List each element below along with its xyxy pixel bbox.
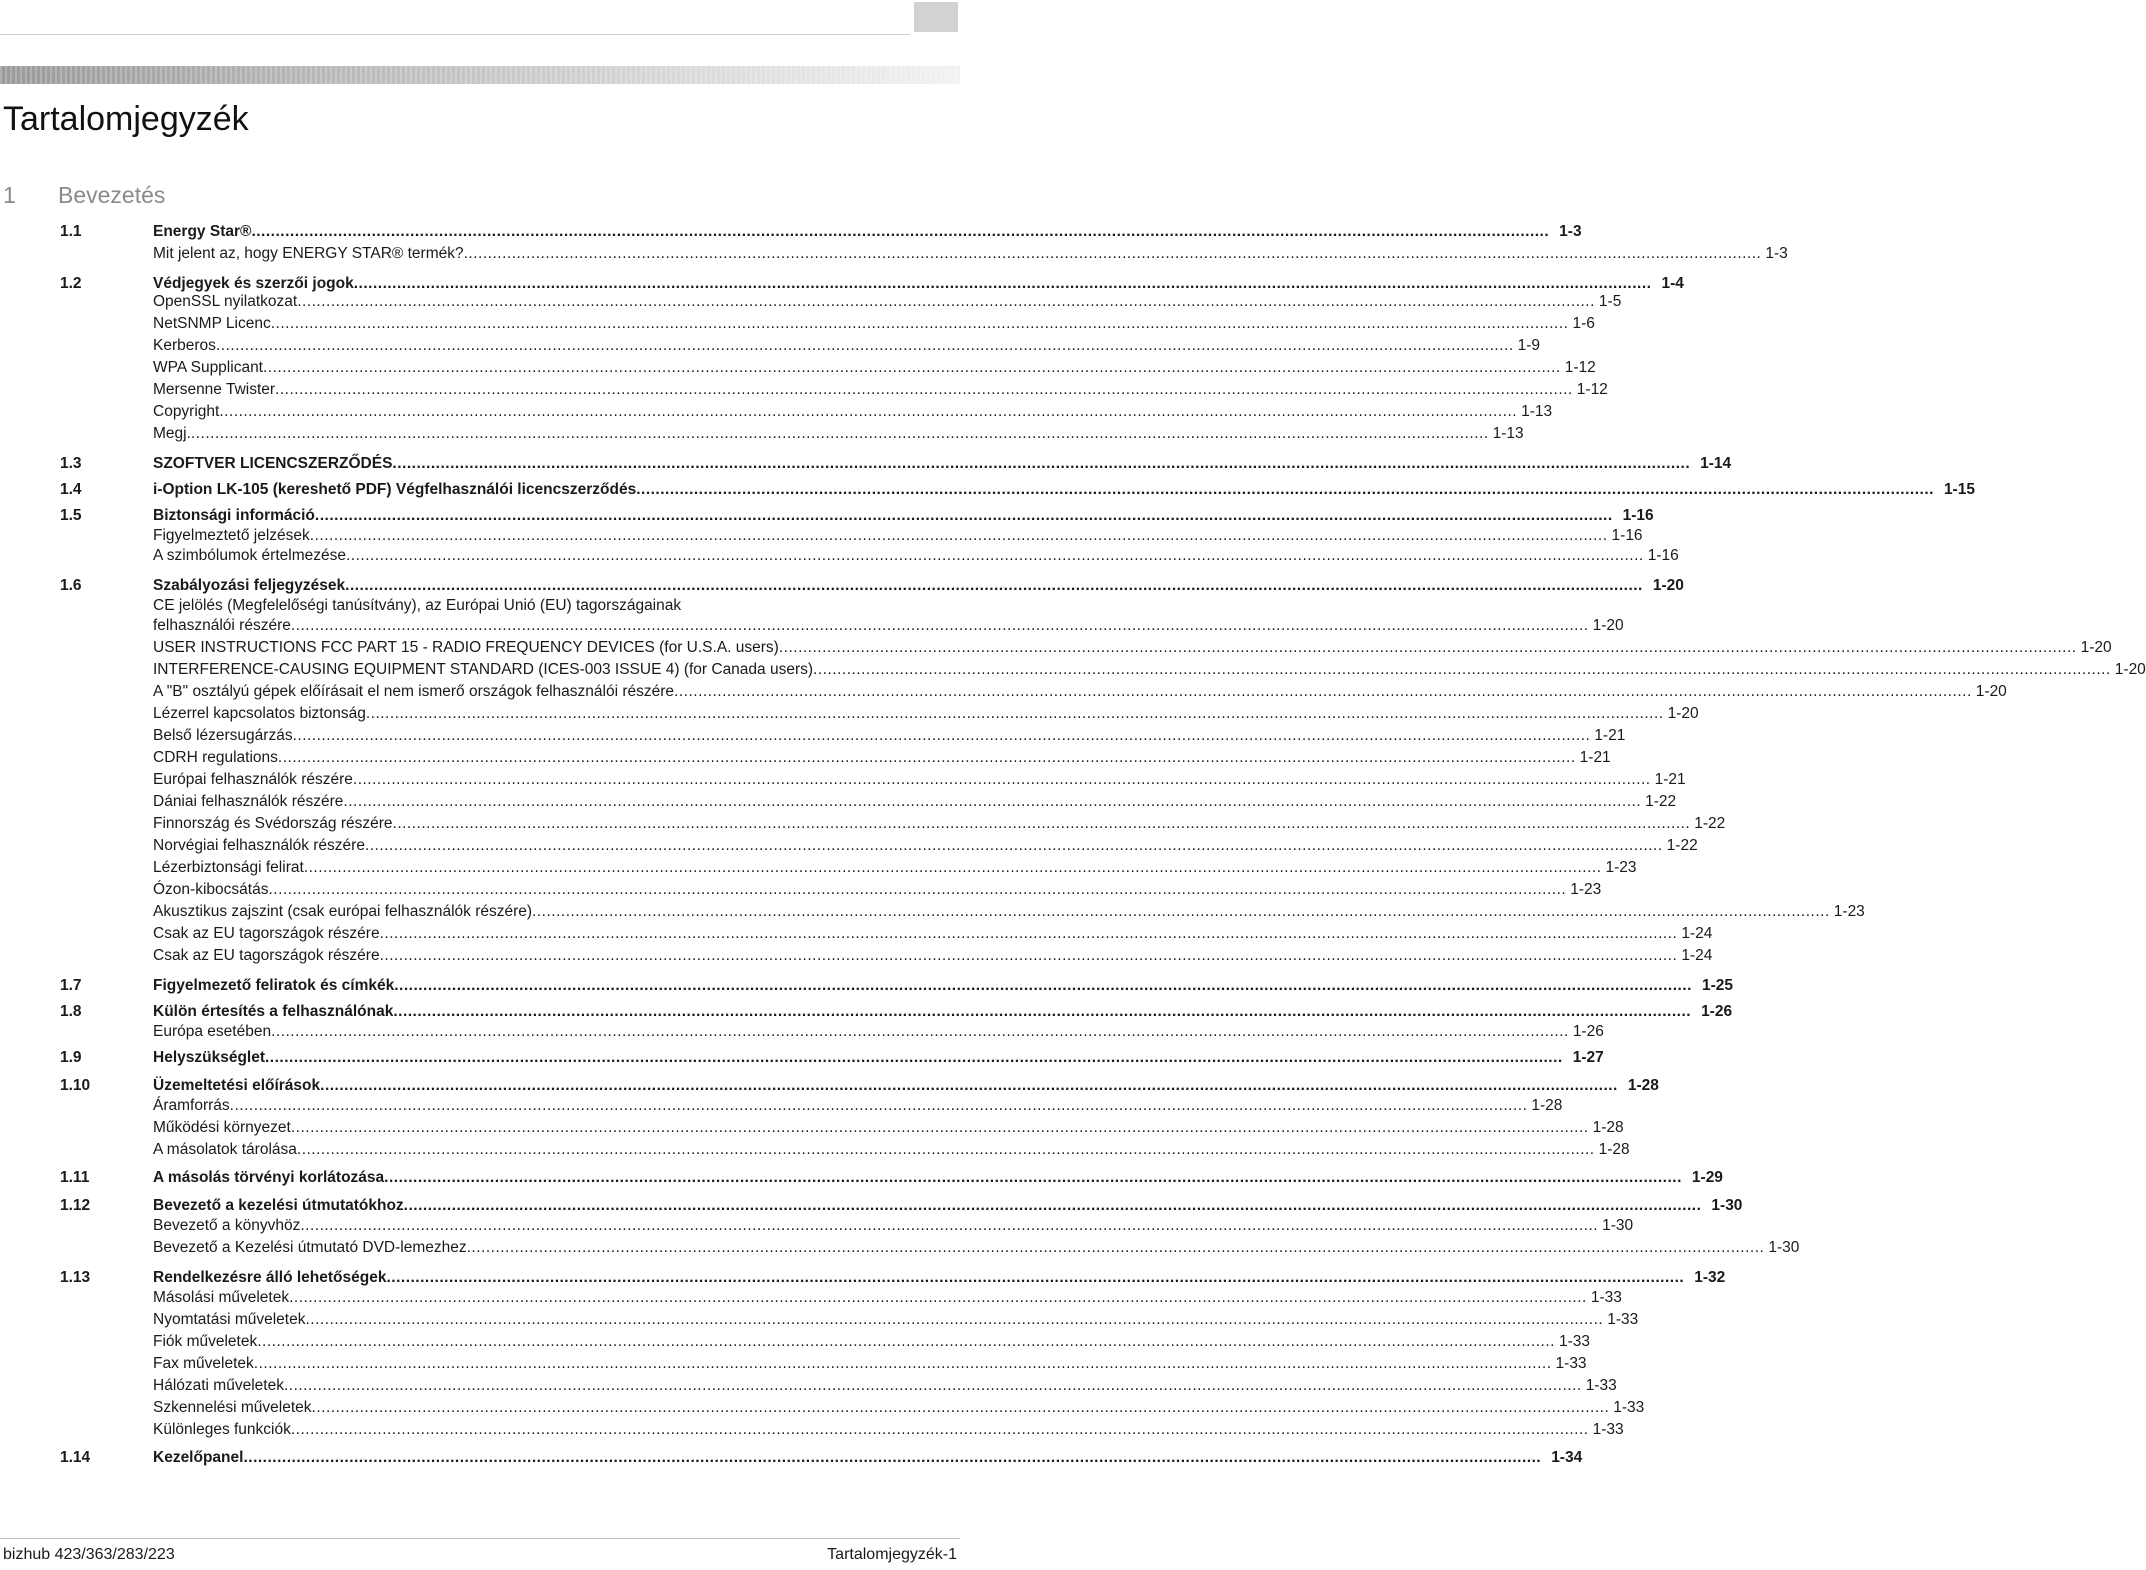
dot-leader	[394, 976, 1692, 996]
dot-leader	[305, 1310, 1603, 1330]
dot-leader	[265, 1048, 1563, 1068]
dot-leader	[254, 1354, 1552, 1374]
toc-entry[interactable]	[60, 1288, 1622, 1308]
dot-leader	[257, 1332, 1555, 1352]
toc-entry-page: 1-16	[1622, 507, 1654, 524]
dot-leader	[297, 292, 1595, 312]
footer-page-number: Tartalomjegyzék-1	[827, 1546, 957, 1563]
toc-entry-page: 1-24	[1681, 947, 1713, 964]
dot-leader	[346, 546, 1644, 566]
toc-entry[interactable]	[60, 480, 1975, 500]
toc-entry-number: 1.6	[60, 577, 82, 594]
toc-entry-title: Nyomtatási műveletek	[153, 1311, 306, 1328]
dot-leader	[275, 380, 1573, 400]
toc-entry[interactable]	[60, 576, 1684, 596]
toc-entry[interactable]	[60, 526, 1643, 546]
toc-entry[interactable]	[60, 454, 1732, 474]
toc-entry-number: 1.12	[60, 1197, 91, 1214]
dot-leader	[251, 222, 1549, 242]
toc-entry-title: Bevezető a Kezelési útmutató DVD-lemezhez	[153, 1239, 467, 1256]
toc-entry[interactable]	[60, 244, 1788, 264]
toc-entry-number: 1.9	[60, 1049, 82, 1066]
toc-entry-page: 1-26	[1701, 1003, 1733, 1020]
dot-leader	[268, 880, 1566, 900]
toc-entry-page: 1-15	[1943, 481, 1975, 498]
dot-leader	[291, 616, 1589, 636]
toc-entry-title: Rendelkezésre álló lehetőségek	[153, 1269, 387, 1286]
toc-entry-title: CE jelölés (Megfelelőségi tanúsítvány), az Európai Unió (EU) tagországainak	[153, 597, 682, 614]
toc-entry[interactable]	[60, 358, 1596, 378]
toc-entry-page: 1-16	[1647, 547, 1679, 564]
toc-entry-page: 1-23	[1570, 881, 1602, 898]
dot-leader	[532, 902, 1830, 922]
toc-entry-number: 1.7	[60, 977, 82, 994]
toc-entry-page: 1-14	[1700, 455, 1732, 472]
toc-entry-number: 1.3	[60, 455, 82, 472]
toc-entry-title: INTERFERENCE-CAUSING EQUIPMENT STANDARD (ICES-003 ISSUE 4) (for Canada users)	[153, 661, 814, 678]
chapter-title: Bevezetés	[58, 182, 166, 208]
toc-entry-title: A másolatok tárolása	[153, 1141, 297, 1158]
toc-entry-page: 1-5	[1598, 293, 1622, 310]
toc-entry-title: Szkennelési műveletek	[153, 1399, 312, 1416]
toc-entry-title: A szimbólumok értelmezése	[153, 547, 346, 564]
dot-leader	[393, 1002, 1691, 1022]
footer-product: bizhub 423/363/283/223	[3, 1546, 175, 1563]
toc-entry-title: Kerberos	[153, 337, 216, 354]
dot-leader	[779, 638, 2077, 658]
toc-entry-page: 1-12	[1576, 381, 1608, 398]
toc-entry[interactable]	[60, 1398, 1645, 1418]
toc-entry-title: Energy Star®	[153, 223, 252, 240]
dot-leader	[380, 946, 1678, 966]
dot-leader	[366, 704, 1664, 724]
toc-entry[interactable]	[60, 814, 1726, 834]
dot-leader	[312, 1398, 1610, 1418]
toc-entry-title: Lézerbiztonsági felirat	[153, 859, 304, 876]
toc-entry-title: Figyelmezető feliratok és címkék	[153, 977, 395, 994]
toc-entry-page: 1-34	[1551, 1449, 1583, 1466]
toc-entry-title: A "B" osztályú gépek előírásait el nem ismerő országok felhasználói részére	[153, 683, 675, 700]
toc-entry-title: Akusztikus zajszint (csak európai felhasználók részére)	[153, 903, 533, 920]
toc-entry-page: 1-30	[1711, 1197, 1743, 1214]
toc-entry[interactable]	[60, 1076, 1659, 1096]
toc-entry-page: 1-32	[1694, 1269, 1726, 1286]
toc-entry-title: NetSNMP Licenc	[153, 315, 271, 332]
toc-entry-page: 1-24	[1681, 925, 1713, 942]
dot-leader	[813, 660, 2111, 680]
dot-leader	[365, 836, 1663, 856]
toc-entry-title: Helyszükséglet	[153, 1049, 265, 1066]
toc-entry-title: Különleges funkciók	[153, 1421, 291, 1438]
dot-leader	[304, 858, 1602, 878]
toc-entry-page: 1-20	[2080, 639, 2112, 656]
toc-entry-title: Kezelőpanel	[153, 1449, 244, 1466]
toc-entry[interactable]	[60, 1354, 1587, 1374]
toc-entry[interactable]	[60, 222, 1582, 242]
toc-entry-page: 1-22	[1645, 793, 1677, 810]
dot-leader	[343, 792, 1641, 812]
toc-entry[interactable]	[60, 424, 1524, 444]
toc-entry-title: Védjegyek és szerzői jogok	[153, 275, 354, 292]
toc-entry[interactable]	[60, 546, 1679, 566]
dot-leader	[320, 1076, 1618, 1096]
toc-entry-page: 1-33	[1558, 1333, 1590, 1350]
dot-leader	[393, 814, 1691, 834]
toc-entry-title: felhasználói részére	[153, 617, 291, 634]
toc-entry[interactable]	[60, 1420, 1624, 1440]
toc-entry[interactable]	[60, 1022, 1604, 1042]
toc-entry-page: 1-21	[1579, 749, 1611, 766]
toc-entry[interactable]	[60, 836, 1698, 856]
toc-entry-title: Csak az EU tagországok részére	[153, 925, 380, 942]
toc-entry[interactable]	[60, 946, 1713, 966]
toc-entry-page: 1-28	[1531, 1097, 1563, 1114]
toc-entry-page: 1-12	[1564, 359, 1596, 376]
toc-entry[interactable]	[60, 1332, 1590, 1352]
toc-entry-page: 1-33	[1607, 1311, 1639, 1328]
toc-entry[interactable]	[60, 616, 1624, 636]
toc-entry[interactable]	[60, 924, 1713, 944]
toc-entry-page: 1-3	[1559, 223, 1582, 240]
page-title: Tartalomjegyzék	[3, 100, 249, 138]
toc-entry-page: 1-28	[1627, 1077, 1659, 1094]
toc-entry-title: USER INSTRUCTIONS FCC PART 15 - RADIO FREQUENCY DEVICES (for U.S.A. users)	[153, 639, 779, 656]
dot-leader	[310, 526, 1608, 546]
toc-entry-page: 1-25	[1701, 977, 1733, 994]
dot-leader	[278, 748, 1576, 768]
toc-entry-title: Üzemeltetési előírások	[153, 1077, 321, 1094]
toc-entry-title: SZOFTVER LICENCSZERZŐDÉS	[153, 455, 393, 472]
toc-entry-title: Megj.	[153, 425, 191, 442]
toc-entry-number: 1.11	[60, 1169, 90, 1186]
toc-entry-title: Copyright	[153, 403, 220, 420]
dot-leader	[291, 1118, 1589, 1138]
toc-entry-title: CDRH regulations	[153, 749, 278, 766]
toc-entry-title: Európai felhasználók részére	[153, 771, 353, 788]
toc-entry-title: Dániai felhasználók részére	[153, 793, 344, 810]
toc-entry-page: 1-22	[1666, 837, 1698, 854]
toc-entry-page: 1-20	[2114, 661, 2146, 678]
chapter-number: 1	[3, 182, 16, 208]
toc-entry[interactable]	[60, 402, 1553, 422]
toc-entry-title: i-Option LK-105 (kereshető PDF) Végfelhasználói licencszerződés	[153, 481, 637, 498]
toc-entry-number: 1.8	[60, 1003, 82, 1020]
dot-leader	[297, 1140, 1595, 1160]
toc-entry-title: Lézerrel kapcsolatos biztonság	[153, 705, 366, 722]
toc-entry-number: 1.2	[60, 275, 82, 292]
toc-entry-page: 1-30	[1768, 1239, 1800, 1256]
toc-entry[interactable]	[60, 704, 1699, 724]
toc-entry-title: Belső lézersugárzás	[153, 727, 293, 744]
toc-entry-title: Külön értesítés a felhasználónak	[153, 1003, 394, 1020]
toc-entry[interactable]	[60, 506, 1654, 526]
dot-leader	[345, 576, 1643, 596]
toc-entry-number: 1.4	[60, 481, 82, 498]
toc-entry-page: 1-9	[1517, 337, 1541, 354]
dot-leader	[353, 770, 1651, 790]
dot-leader	[191, 424, 1489, 444]
dot-leader	[467, 1238, 1765, 1258]
toc-entry-title: Másolási műveletek	[153, 1289, 290, 1306]
toc-entry[interactable]	[60, 726, 1626, 746]
toc-entry-page: 1-28	[1592, 1119, 1624, 1136]
toc-entry-page: 1-33	[1592, 1421, 1624, 1438]
toc-entry[interactable]	[60, 902, 1865, 922]
toc-entry[interactable]	[60, 1168, 1723, 1188]
toc-entry-page: 1-20	[1592, 617, 1624, 634]
dot-leader	[243, 1448, 1541, 1468]
toc-entry[interactable]	[60, 1448, 1583, 1468]
dot-leader	[219, 402, 1517, 422]
toc-entry[interactable]	[60, 1238, 1800, 1258]
toc-entry-title: A másolás törvényi korlátozása	[153, 1169, 385, 1186]
toc-entry[interactable]	[60, 1002, 1733, 1022]
toc-entry-page: 1-13	[1492, 425, 1524, 442]
toc-entry[interactable]	[60, 880, 1602, 900]
toc-entry-page: 1-30	[1602, 1217, 1634, 1234]
toc-entry-page: 1-3	[1765, 245, 1788, 262]
toc-entry-page: 1-26	[1572, 1023, 1604, 1040]
dot-leader	[293, 726, 1591, 746]
toc-entry[interactable]	[60, 314, 1595, 334]
toc-entry[interactable]	[60, 1376, 1617, 1396]
toc-entry[interactable]	[60, 596, 956, 616]
toc-entry[interactable]	[60, 1310, 1639, 1330]
toc-entry[interactable]	[60, 1268, 1726, 1288]
toc-entry-number: 1.10	[60, 1077, 91, 1094]
toc-entry[interactable]	[60, 682, 2007, 702]
footer-rule	[0, 1538, 960, 1539]
toc-entry-title: Norvégiai felhasználók részére	[153, 837, 365, 854]
toc-entry-page: 1-29	[1691, 1169, 1723, 1186]
dot-leader	[284, 1376, 1582, 1396]
toc-entry-page: 1-27	[1572, 1049, 1604, 1066]
toc-entry-title: Finnország és Svédország részére	[153, 815, 393, 832]
toc-entry-title: Áramforrás	[153, 1097, 230, 1114]
toc-entry[interactable]	[60, 380, 1608, 400]
toc-entry-page: 1-33	[1613, 1399, 1645, 1416]
toc-entry-title: Figyelmeztető jelzések	[153, 527, 310, 544]
toc-entry-title: WPA Supplicant	[153, 359, 263, 376]
toc-entry[interactable]	[60, 336, 1541, 356]
toc-entry-title: Ózon-kibocsátás	[153, 881, 269, 898]
dot-leader	[216, 336, 1514, 356]
toc-entry-page: 1-4	[1661, 275, 1684, 292]
toc-entry[interactable]	[60, 1140, 1630, 1160]
toc-entry[interactable]	[60, 1196, 1743, 1216]
toc-entry-title: Szabályozási feljegyzések	[153, 577, 346, 594]
toc-entry-title: Csak az EU tagországok részére	[153, 947, 380, 964]
toc-entry[interactable]	[60, 292, 1622, 312]
toc-entry[interactable]	[60, 858, 1637, 878]
toc-entry[interactable]	[60, 660, 2146, 680]
toc-entry-page: 1-20	[1975, 683, 2007, 700]
toc-entry-page: 1-21	[1654, 771, 1686, 788]
toc-entry[interactable]	[60, 1048, 1604, 1068]
dot-leader	[263, 358, 1561, 378]
toc-entry[interactable]	[60, 274, 1684, 294]
dot-leader	[354, 274, 1652, 294]
toc-entry[interactable]	[60, 1118, 1624, 1138]
dot-leader	[271, 314, 1569, 334]
toc-entry-page: 1-21	[1594, 727, 1626, 744]
toc-entry-title: Hálózati műveletek	[153, 1377, 284, 1394]
toc-entry-title: Biztonsági információ	[153, 507, 315, 524]
dot-leader	[315, 506, 1613, 526]
toc-entry-title: Bevezető a könyvhöz	[153, 1217, 301, 1234]
toc-entry-title: OpenSSL nyilatkozat	[153, 293, 298, 310]
toc-entry-page: 1-16	[1611, 527, 1643, 544]
toc-entry-page: 1-33	[1585, 1377, 1617, 1394]
toc-entry-page: 1-22	[1694, 815, 1726, 832]
dot-leader	[300, 1216, 1598, 1236]
toc-entry-page: 1-23	[1605, 859, 1637, 876]
toc-entry-page: 1-33	[1555, 1355, 1587, 1372]
toc-entry-page: 1-33	[1590, 1289, 1622, 1306]
dot-leader	[384, 1168, 1682, 1188]
toc-entry[interactable]	[60, 748, 1611, 768]
toc-entry-title: Mit jelent az, hogy ENERGY STAR® termék?	[153, 245, 464, 262]
dot-leader	[289, 1288, 1587, 1308]
dot-leader	[404, 1196, 1702, 1216]
dot-leader	[386, 1268, 1684, 1288]
toc-entry-title: Európa esetében	[153, 1023, 272, 1040]
toc-entry-title: Mersenne Twister	[153, 381, 276, 398]
toc-entry-title: Működési környezet	[153, 1119, 291, 1136]
toc-entry-page: 1-6	[1572, 315, 1595, 332]
toc-entry-page: 1-28	[1598, 1141, 1630, 1158]
dot-leader	[291, 1420, 1589, 1440]
toc-entry-number: 1.1	[60, 223, 82, 240]
toc-entry[interactable]	[60, 792, 1677, 812]
toc-entry-title: Fiók műveletek	[153, 1333, 258, 1350]
toc-entry-page: 1-13	[1521, 403, 1553, 420]
toc-entry[interactable]	[60, 1216, 1634, 1236]
toc-entry-page: 1-20	[1652, 577, 1684, 594]
toc-entry-title: Fax műveletek	[153, 1355, 254, 1372]
dot-leader	[464, 244, 1762, 264]
toc-entry-number: 1.14	[60, 1449, 91, 1466]
dot-leader	[674, 682, 1972, 702]
toc-entry-number: 1.5	[60, 507, 82, 524]
toc-entry[interactable]	[60, 976, 1733, 996]
dot-leader	[392, 454, 1690, 474]
dot-leader	[636, 480, 1934, 500]
dot-leader	[271, 1022, 1569, 1042]
toc-entry[interactable]	[60, 638, 2112, 658]
dot-leader	[380, 924, 1678, 944]
toc-entry[interactable]	[60, 770, 1686, 790]
dot-leader	[230, 1096, 1528, 1116]
toc-entry-page: 1-20	[1667, 705, 1699, 722]
toc-entry[interactable]	[60, 1096, 1563, 1116]
toc-entry-title: Bevezető a kezelési útmutatókhoz	[153, 1197, 404, 1214]
toc-entry-page: 1-23	[1833, 903, 1865, 920]
toc-entry-number: 1.13	[60, 1269, 91, 1286]
